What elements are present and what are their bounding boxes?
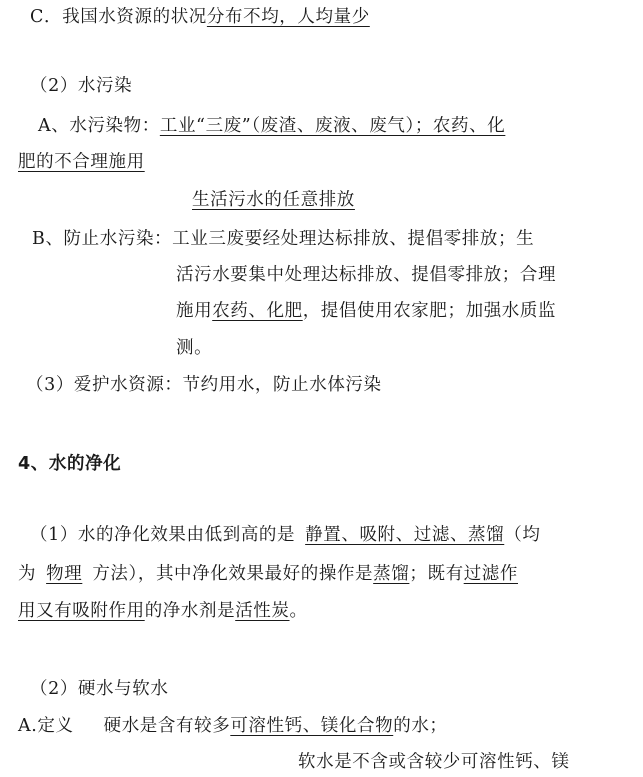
status-prefix: C．我国水资源的状况 [30,7,207,27]
water-purification-heading: 4、水的净化 [18,454,122,474]
purify-text-3u: 用又有吸附作用 [18,601,145,621]
prevention-line-1 [32,227,534,251]
hard-water-definition [18,714,448,738]
pollutants-line-1 [38,114,505,138]
hard-soft-water-heading: （2）硬水与软水 [30,679,169,699]
pollutants-text-3: 生活污水的任意排放 [192,190,355,210]
soft-water-definition: 软水是不含或含较少可溶性钙、镁 [298,752,570,772]
prevention-line-4: 测。 [176,338,213,358]
water-pollution-heading: （2）水污染 [30,76,133,96]
purify-text-1a: （1）水的净化效果由低到高的是 [30,525,296,545]
pollutants-text-2: 肥的不合理施用 [18,152,145,172]
purify-text-1u: 静置、吸附、过滤、蒸馏 [305,525,505,545]
pollutants-line-2 [18,150,145,174]
purify-text-3u2: 活性炭 [235,601,290,621]
prevention-label: B、防止水污染： [32,229,173,249]
purify-text-2u3: 过滤作 [463,564,518,584]
purify-text-2c: ；既有 [409,564,464,584]
purification-line-2 [18,562,518,586]
pollutants-text-1: 工业“三废”（废渣、废液、废气）；农药、化 [159,116,506,136]
hard-def-a: 硬水是含有较多 [103,716,231,736]
prevention-text-3a: 施用 [176,301,213,321]
purify-text-1b: （均 [504,525,541,545]
prevention-line-3 [176,299,556,323]
prevention-text-3b: ，提倡使用农家肥；加强水质监 [302,301,557,321]
water-resource-status-line [30,5,370,29]
purify-text-2u2: 蒸馏 [373,564,410,584]
pollutants-label: A、水污染物： [38,116,160,136]
prevention-text-1: 工业三废要经处理达标排放、提倡零排放；生 [172,229,535,249]
status-underlined: 分布不均，人均量少 [206,7,370,27]
purify-text-3b: 。 [289,601,308,621]
pollutants-line-3 [192,188,355,212]
purify-text-2b: 方法），其中净化效果最好的操作是 [92,564,374,584]
purify-text-2a: 为 [18,564,37,584]
hard-def-u: 可溶性钙、镁化合物 [230,716,394,736]
protect-water-line: （3）爱护水资源：节约用水，防止水体污染 [26,375,382,395]
prevention-text-3u: 农药、化肥 [212,301,303,321]
purification-line-1 [30,523,540,547]
purification-line-3 [18,599,308,623]
purify-text-2u: 物理 [46,564,83,584]
purify-text-3a: 的净水剂是 [144,601,236,621]
definition-label: A.定义 [18,716,74,736]
prevention-line-2: 活污水要集中处理达标排放、提倡零排放；合理 [176,265,557,285]
hard-def-b: 的水； [393,716,448,736]
